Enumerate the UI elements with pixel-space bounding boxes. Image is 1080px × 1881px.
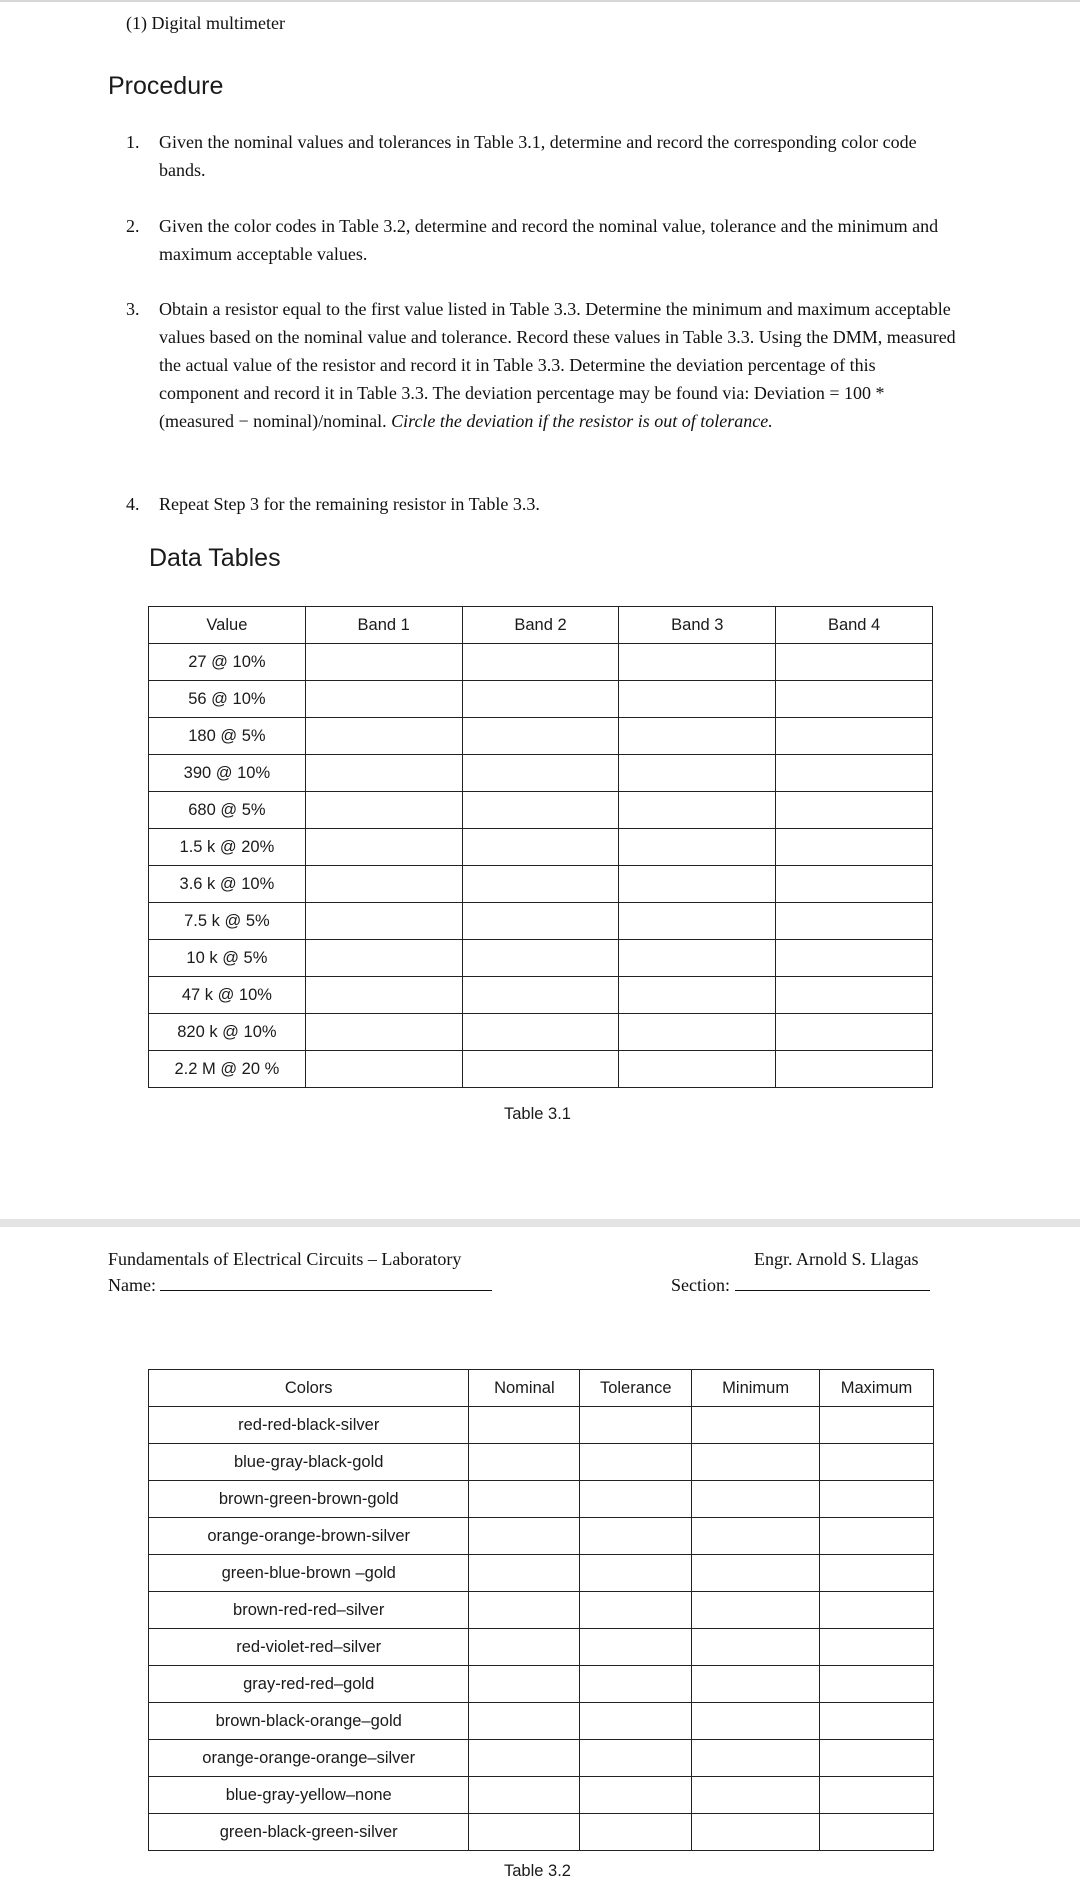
entry-cell[interactable] — [469, 1592, 580, 1629]
entry-cell[interactable] — [776, 718, 933, 755]
entry-cell[interactable] — [619, 940, 776, 977]
step-text-italic: Circle the deviation if the resistor is out of tolerance. — [391, 411, 773, 431]
entry-cell[interactable] — [305, 903, 462, 940]
entry-cell[interactable] — [462, 866, 619, 903]
entry-cell[interactable] — [820, 1592, 934, 1629]
entry-cell[interactable] — [462, 977, 619, 1014]
row-label-cell: 47 k @ 10% — [149, 977, 306, 1014]
instructor-name: Engr. Arnold S. Llagas — [754, 1249, 919, 1269]
step-text-main: Obtain a resistor equal to the first value listed in Table 3.3. Determine the minimum and maximum acceptable values based on the nominal value and tolerance. Record these values in Table 3.3. Using the DMM, measured the actual value of the resistor and record it in Table 3.3. Determine the deviation percentage of this component and record it in Table 3.3. The deviation percentage may be found via: Deviation = 100 * (measured − nominal)/nominal. — [159, 299, 956, 431]
entry-cell[interactable] — [305, 940, 462, 977]
entry-cell[interactable] — [619, 681, 776, 718]
entry-cell[interactable] — [305, 977, 462, 1014]
procedure-step-3 — [126, 295, 956, 435]
row-label-cell: 27 @ 10% — [149, 644, 306, 681]
table-row — [149, 1407, 934, 1444]
row-label-cell: 180 @ 5% — [149, 718, 306, 755]
table-row — [149, 1666, 934, 1703]
row-label-cell: 820 k @ 10% — [149, 1014, 306, 1051]
entry-cell[interactable] — [580, 1629, 692, 1666]
entry-cell[interactable] — [619, 1051, 776, 1088]
procedure-step-4 — [126, 490, 956, 518]
column-header: Value — [149, 607, 306, 644]
entry-cell[interactable] — [462, 1014, 619, 1051]
table-row — [149, 1555, 934, 1592]
entry-cell[interactable] — [692, 1629, 820, 1666]
entry-cell[interactable] — [462, 644, 619, 681]
table-3-1-caption: Table 3.1 — [504, 1105, 571, 1123]
entry-cell[interactable] — [692, 1666, 820, 1703]
row-label-cell: 680 @ 5% — [149, 792, 306, 829]
column-header: Band 3 — [619, 607, 776, 644]
step-text: Repeat Step 3 for the remaining resistor in Table 3.3. — [159, 494, 540, 514]
entry-cell[interactable] — [580, 1518, 692, 1555]
row-label-cell: orange-orange-orange–silver — [149, 1740, 469, 1777]
entry-cell[interactable] — [619, 977, 776, 1014]
entry-cell[interactable] — [820, 1814, 934, 1851]
row-label-cell: red-red-black-silver — [149, 1407, 469, 1444]
equipment-item: (1) Digital multimeter — [126, 13, 285, 33]
column-header: Minimum — [692, 1370, 820, 1407]
name-label: Name: — [108, 1275, 156, 1295]
row-label-cell: green-black-green-silver — [149, 1814, 469, 1851]
row-label-cell: 2.2 M @ 20 % — [149, 1051, 306, 1088]
page-top-border — [0, 0, 1080, 2]
entry-cell[interactable] — [580, 1481, 692, 1518]
row-label-cell: 7.5 k @ 5% — [149, 903, 306, 940]
entry-cell[interactable] — [692, 1777, 820, 1814]
entry-cell[interactable] — [619, 792, 776, 829]
entry-cell[interactable] — [305, 1014, 462, 1051]
entry-cell[interactable] — [469, 1481, 580, 1518]
data-tables-heading: Data Tables — [149, 544, 281, 572]
table-row — [149, 866, 933, 903]
row-label-cell: 3.6 k @ 10% — [149, 866, 306, 903]
section-line — [671, 1272, 930, 1296]
entry-cell[interactable] — [580, 1777, 692, 1814]
entry-cell[interactable] — [305, 829, 462, 866]
entry-cell[interactable] — [469, 1740, 580, 1777]
entry-cell[interactable] — [305, 644, 462, 681]
entry-cell[interactable] — [820, 1666, 934, 1703]
procedure-step-1 — [126, 128, 956, 184]
column-header: Colors — [149, 1370, 469, 1407]
step-number: 3. — [126, 299, 140, 319]
entry-cell[interactable] — [580, 1703, 692, 1740]
table-row — [149, 1444, 934, 1481]
entry-cell[interactable] — [619, 755, 776, 792]
table-row — [149, 1703, 934, 1740]
table-3-1 — [148, 606, 933, 1088]
table-row — [149, 681, 933, 718]
entry-cell[interactable] — [469, 1814, 580, 1851]
entry-cell[interactable] — [776, 755, 933, 792]
entry-cell[interactable] — [469, 1629, 580, 1666]
table-3-2-caption: Table 3.2 — [504, 1862, 571, 1880]
table-row — [149, 1740, 934, 1777]
table-row — [149, 1518, 934, 1555]
table-row — [149, 755, 933, 792]
table-row — [149, 903, 933, 940]
step-number: 2. — [126, 216, 140, 236]
row-label-cell: 56 @ 10% — [149, 681, 306, 718]
entry-cell[interactable] — [692, 1444, 820, 1481]
entry-cell[interactable] — [776, 1014, 933, 1051]
table-header-row — [149, 1370, 934, 1407]
entry-cell[interactable] — [305, 718, 462, 755]
entry-cell[interactable] — [580, 1740, 692, 1777]
table-row — [149, 644, 933, 681]
page-break — [0, 1219, 1080, 1227]
column-header: Maximum — [820, 1370, 934, 1407]
entry-cell[interactable] — [820, 1518, 934, 1555]
entry-cell[interactable] — [820, 1481, 934, 1518]
entry-cell[interactable] — [305, 755, 462, 792]
entry-cell[interactable] — [469, 1777, 580, 1814]
entry-cell[interactable] — [619, 829, 776, 866]
entry-cell[interactable] — [469, 1407, 580, 1444]
table-row — [149, 829, 933, 866]
row-label-cell: green-blue-brown –gold — [149, 1555, 469, 1592]
entry-cell[interactable] — [619, 1014, 776, 1051]
column-header: Tolerance — [580, 1370, 692, 1407]
table-row — [149, 1051, 933, 1088]
entry-cell[interactable] — [820, 1407, 934, 1444]
entry-cell[interactable] — [776, 644, 933, 681]
entry-cell[interactable] — [692, 1814, 820, 1851]
table-row — [149, 718, 933, 755]
entry-cell[interactable] — [462, 829, 619, 866]
course-title: Fundamentals of Electrical Circuits – Laboratory — [108, 1249, 462, 1269]
table-row — [149, 940, 933, 977]
entry-cell[interactable] — [462, 718, 619, 755]
entry-cell[interactable] — [820, 1444, 934, 1481]
table-row — [149, 1592, 934, 1629]
step-text: Given the color codes in Table 3.2, determine and record the nominal value, tolerance and the minimum and maximum acceptable values. — [159, 216, 939, 264]
entry-cell[interactable] — [305, 681, 462, 718]
table-row — [149, 977, 933, 1014]
row-label-cell: gray-red-red–gold — [149, 1666, 469, 1703]
entry-cell[interactable] — [462, 903, 619, 940]
table-row — [149, 1481, 934, 1518]
entry-cell[interactable] — [692, 1407, 820, 1444]
entry-cell[interactable] — [469, 1666, 580, 1703]
table-row — [149, 1777, 934, 1814]
row-label-cell: 10 k @ 5% — [149, 940, 306, 977]
row-label-cell: red-violet-red–silver — [149, 1629, 469, 1666]
column-header: Nominal — [469, 1370, 580, 1407]
entry-cell[interactable] — [619, 644, 776, 681]
section-label: Section: — [671, 1275, 730, 1295]
entry-cell[interactable] — [820, 1740, 934, 1777]
entry-cell[interactable] — [580, 1407, 692, 1444]
name-line — [108, 1272, 492, 1296]
entry-cell[interactable] — [462, 940, 619, 977]
table-header-row — [149, 607, 933, 644]
row-label-cell: 1.5 k @ 20% — [149, 829, 306, 866]
entry-cell[interactable] — [580, 1592, 692, 1629]
entry-cell[interactable] — [462, 792, 619, 829]
name-field[interactable] — [160, 1272, 492, 1291]
row-label-cell: orange-orange-brown-silver — [149, 1518, 469, 1555]
section-field[interactable] — [735, 1272, 930, 1291]
entry-cell[interactable] — [692, 1555, 820, 1592]
step-text — [159, 295, 956, 435]
entry-cell[interactable] — [469, 1518, 580, 1555]
procedure-heading: Procedure — [108, 72, 224, 100]
entry-cell[interactable] — [776, 866, 933, 903]
entry-cell[interactable] — [776, 977, 933, 1014]
column-header: Band 1 — [305, 607, 462, 644]
entry-cell[interactable] — [776, 1051, 933, 1088]
column-header: Band 2 — [462, 607, 619, 644]
entry-cell[interactable] — [462, 681, 619, 718]
entry-cell[interactable] — [462, 1051, 619, 1088]
entry-cell[interactable] — [580, 1444, 692, 1481]
entry-cell[interactable] — [692, 1703, 820, 1740]
step-number: 4. — [126, 494, 140, 514]
entry-cell[interactable] — [820, 1703, 934, 1740]
entry-cell[interactable] — [692, 1518, 820, 1555]
row-label-cell: blue-gray-yellow–none — [149, 1777, 469, 1814]
table-row — [149, 1629, 934, 1666]
table-row — [149, 1814, 934, 1851]
column-header: Band 4 — [776, 607, 933, 644]
entry-cell[interactable] — [469, 1555, 580, 1592]
row-label-cell: brown-green-brown-gold — [149, 1481, 469, 1518]
entry-cell[interactable] — [692, 1592, 820, 1629]
entry-cell[interactable] — [776, 903, 933, 940]
row-label-cell: blue-gray-black-gold — [149, 1444, 469, 1481]
row-label-cell: 390 @ 10% — [149, 755, 306, 792]
row-label-cell: brown-black-orange–gold — [149, 1703, 469, 1740]
entry-cell[interactable] — [580, 1555, 692, 1592]
table-row — [149, 1014, 933, 1051]
entry-cell[interactable] — [820, 1777, 934, 1814]
entry-cell[interactable] — [462, 755, 619, 792]
entry-cell[interactable] — [619, 903, 776, 940]
table-row — [149, 792, 933, 829]
entry-cell[interactable] — [580, 1814, 692, 1851]
entry-cell[interactable] — [305, 866, 462, 903]
entry-cell[interactable] — [776, 940, 933, 977]
entry-cell[interactable] — [469, 1703, 580, 1740]
entry-cell[interactable] — [469, 1444, 580, 1481]
entry-cell[interactable] — [692, 1481, 820, 1518]
entry-cell[interactable] — [820, 1555, 934, 1592]
entry-cell[interactable] — [619, 866, 776, 903]
step-number: 1. — [126, 132, 140, 152]
entry-cell[interactable] — [305, 792, 462, 829]
row-label-cell: brown-red-red–silver — [149, 1592, 469, 1629]
entry-cell[interactable] — [580, 1666, 692, 1703]
entry-cell[interactable] — [305, 1051, 462, 1088]
entry-cell[interactable] — [776, 681, 933, 718]
entry-cell[interactable] — [692, 1740, 820, 1777]
table-3-2 — [148, 1369, 934, 1851]
entry-cell[interactable] — [820, 1629, 934, 1666]
procedure-step-2 — [126, 212, 956, 268]
entry-cell[interactable] — [776, 792, 933, 829]
entry-cell[interactable] — [619, 718, 776, 755]
step-text: Given the nominal values and tolerances in Table 3.1, determine and record the corresponding color code bands. — [159, 132, 917, 180]
entry-cell[interactable] — [776, 829, 933, 866]
